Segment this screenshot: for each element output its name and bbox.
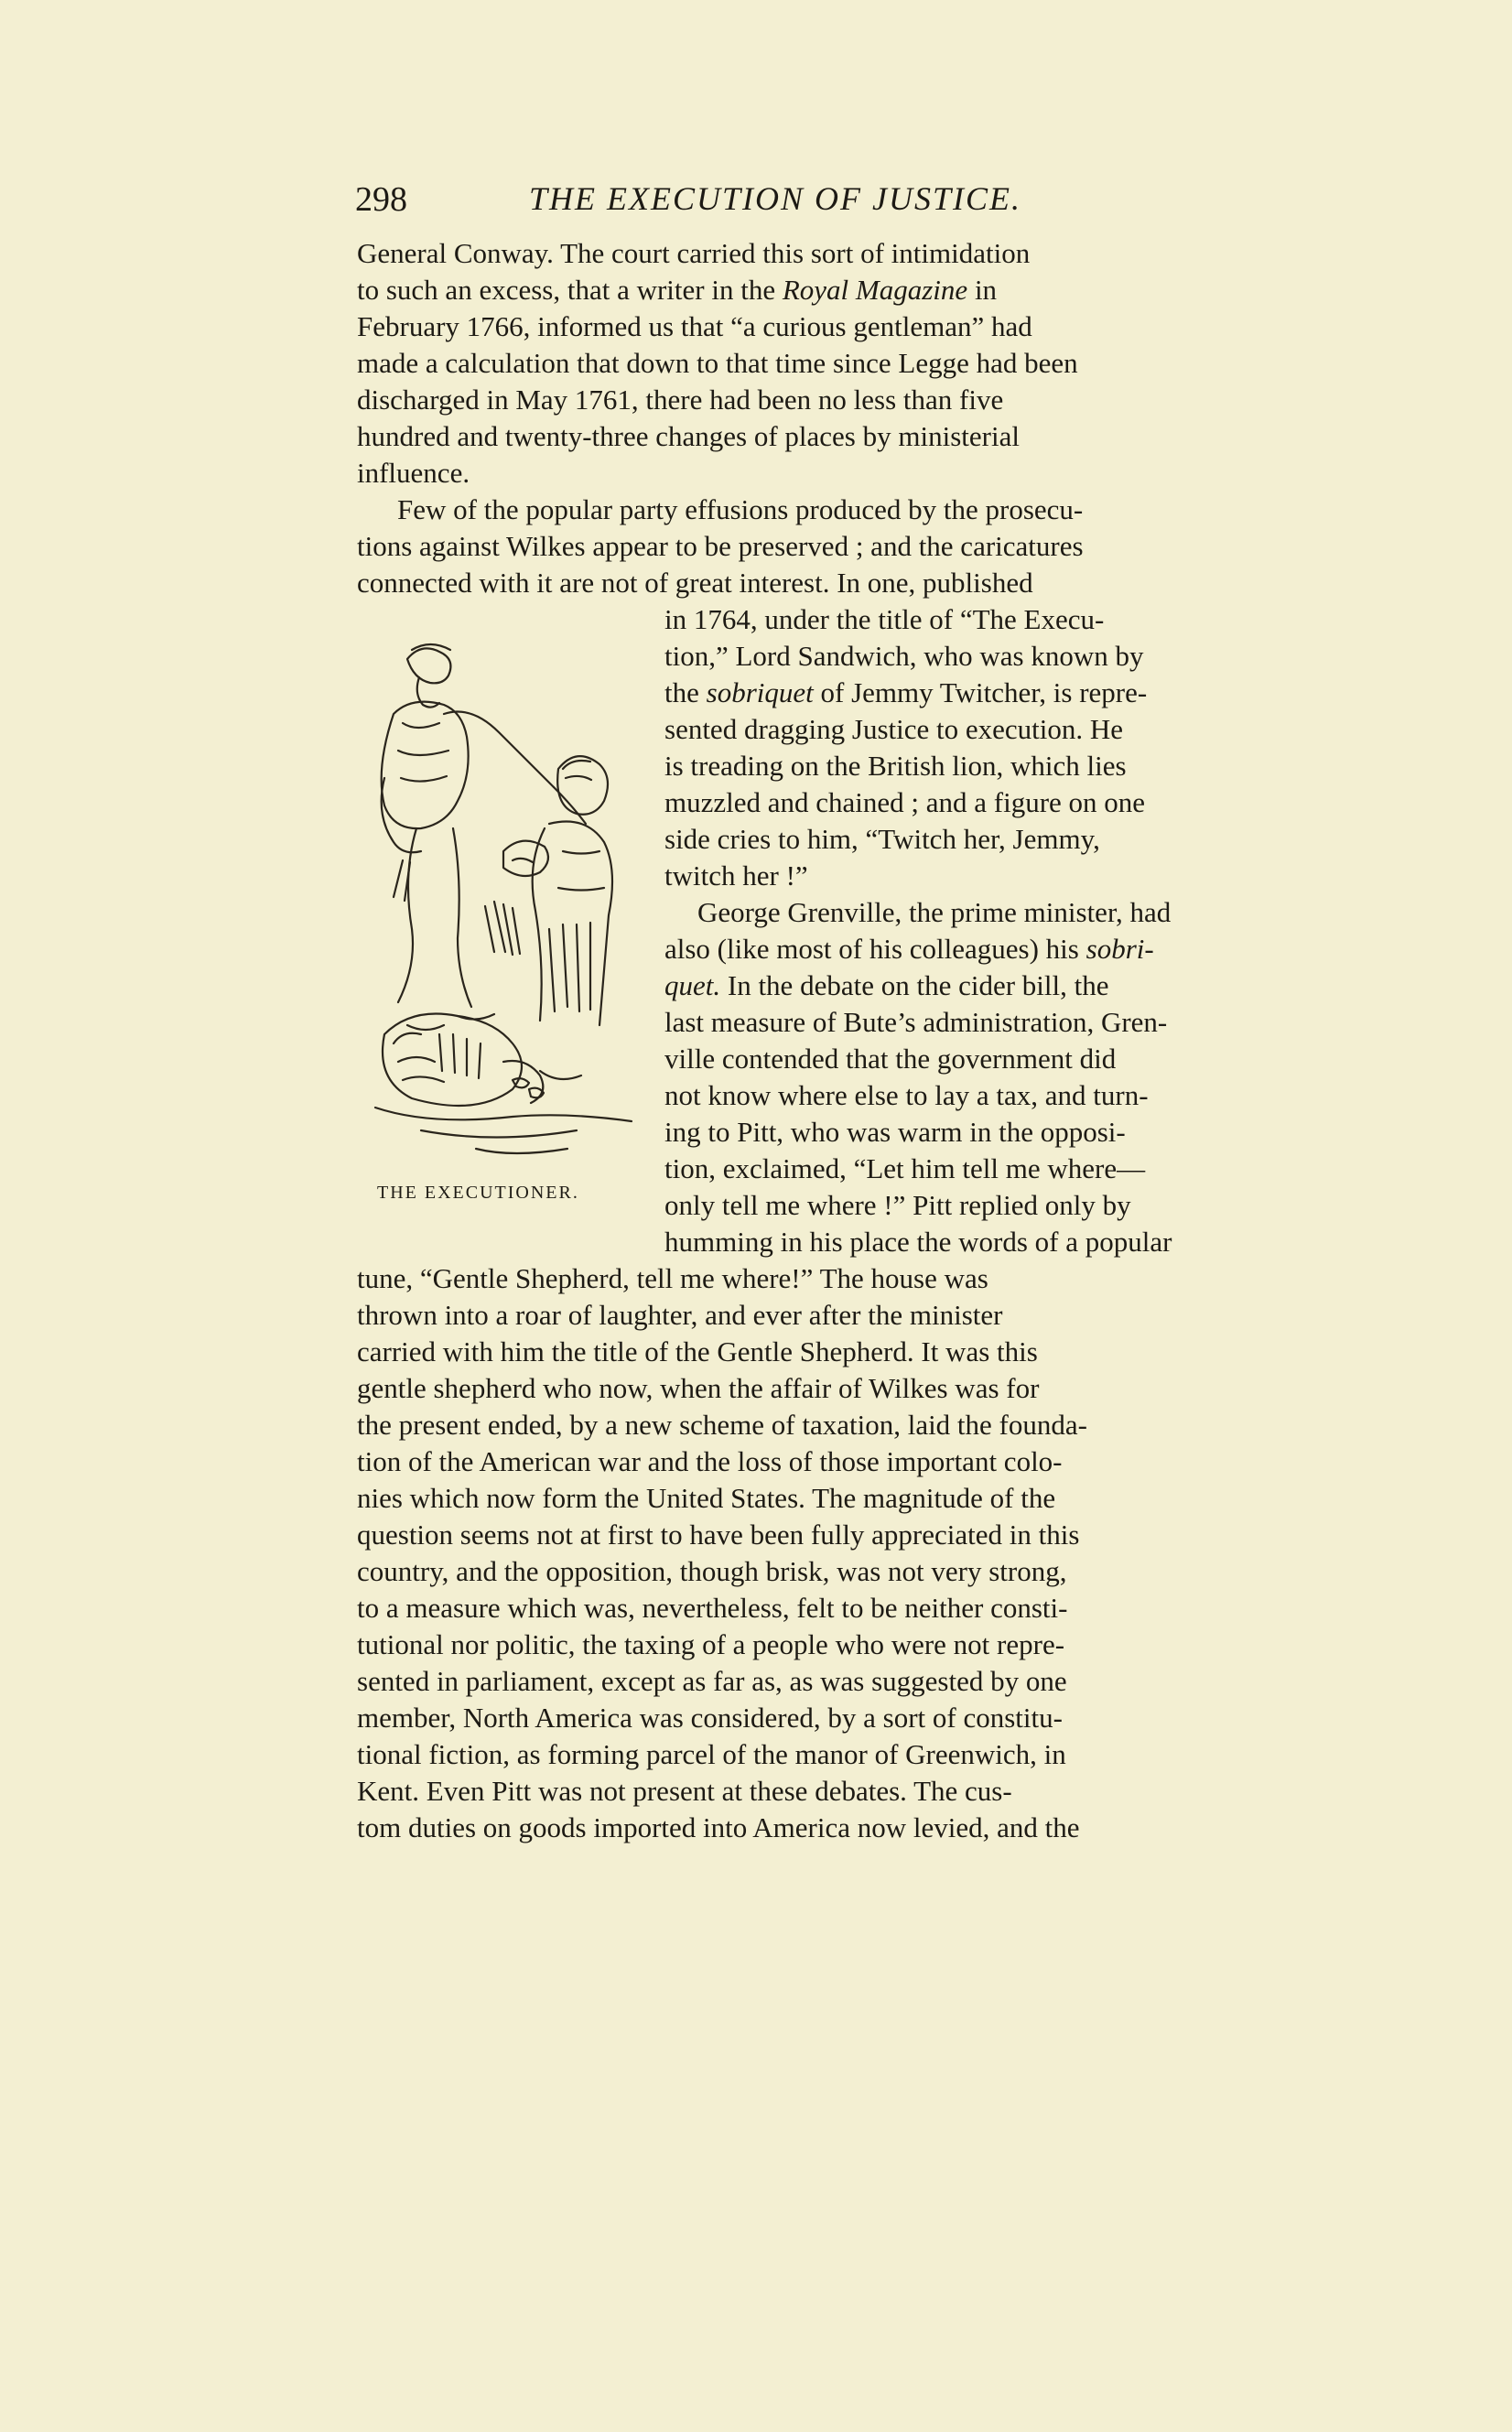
- sobriquet-word: sobriquet: [706, 676, 814, 708]
- sobri-word: sobri-: [1085, 933, 1154, 965]
- text-line: carried with him the title of the Gentle Shepherd. It was this: [357, 1335, 1038, 1367]
- text-line: is treading on the British lion, which lies: [664, 750, 1127, 782]
- text-line: in 1764, under the title of “The Execu-: [664, 603, 1105, 635]
- text-line: tion of the American war and the loss of those important colo-: [357, 1445, 1063, 1477]
- text-line: ing to Pitt, who was warm in the opposi-: [664, 1116, 1126, 1148]
- text-line: tune, “Gentle Shepherd, tell me where!” The house was: [357, 1262, 988, 1294]
- text-line: Few of the popular party effusions produced by the prosecu-: [397, 493, 1084, 525]
- text-line: ville contended that the government did: [664, 1043, 1117, 1075]
- text-line: nies which now form the United States. The magnitude of the: [357, 1482, 1056, 1514]
- text-line: General Conway. The court carried this sort of intimidation: [357, 237, 1031, 269]
- text-line: tional fiction, as forming parcel of the manor of Greenwich, in: [357, 1738, 1066, 1770]
- quet-word: quet.: [664, 969, 721, 1001]
- text-line: connected with it are not of great interest. In one, published: [357, 567, 1033, 599]
- page-number: 298: [355, 180, 407, 219]
- text-line: tom duties on goods imported into America now levied, and the: [357, 1811, 1080, 1843]
- text-line: the present ended, by a new scheme of taxation, laid the founda-: [357, 1409, 1087, 1441]
- text-line: tions against Wilkes appear to be preserved ; and the caricatures: [357, 530, 1084, 562]
- text-line: to a measure which was, nevertheless, felt to be neither consti-: [357, 1592, 1068, 1624]
- text-line: influence.: [357, 457, 470, 489]
- text-line: humming in his place the words of a popular: [664, 1226, 1172, 1258]
- text-line: made a calculation that down to that time since Legge had been: [357, 347, 1078, 379]
- text-line: only tell me where !” Pitt replied only by: [664, 1189, 1131, 1221]
- text-line: hundred and twenty-three changes of places by ministerial: [357, 420, 1020, 452]
- text-line: muzzled and chained ; and a figure on one: [664, 786, 1146, 818]
- text-line: also (like most of his colleagues) his sobri-: [664, 933, 1154, 965]
- magazine-title: Royal Magazine: [782, 274, 968, 306]
- text-line: sented dragging Justice to execution. He: [664, 713, 1124, 745]
- text-line: Kent. Even Pitt was not present at these debates. The cus-: [357, 1775, 1012, 1807]
- text-line: twitch her !”: [664, 859, 808, 892]
- text-line: to such an excess, that a writer in the Royal Magazine in: [357, 274, 998, 306]
- text-line: gentle shepherd who now, when the affair of Wilkes was for: [357, 1372, 1040, 1404]
- executioner-illustration: [366, 632, 641, 1172]
- text-line: tion,” Lord Sandwich, who was known by: [664, 640, 1144, 672]
- text-line: February 1766, informed us that “a curious gentleman” had: [357, 310, 1032, 342]
- text-line: sented in parliament, except as far as, as was suggested by one: [357, 1665, 1067, 1697]
- text-line: side cries to him, “Twitch her, Jemmy,: [664, 823, 1100, 855]
- text-line: last measure of Bute’s administration, Gren-: [664, 1006, 1168, 1038]
- page-header: [355, 179, 1307, 227]
- text-line: quet. In the debate on the cider bill, the: [664, 969, 1109, 1001]
- text-line: the sobriquet of Jemmy Twitcher, is repre-: [664, 676, 1148, 708]
- text-line: tion, exclaimed, “Let him tell me where—: [664, 1152, 1146, 1184]
- text-line: George Grenville, the prime minister, had: [697, 896, 1172, 928]
- text-line: country, and the opposition, though brisk, was not very strong,: [357, 1555, 1067, 1587]
- text-line: thrown into a roar of laughter, and ever after the minister: [357, 1299, 1003, 1331]
- figure-caption: THE EXECUTIONER.: [377, 1183, 579, 1203]
- text-line: question seems not at first to have been fully appreciated in this: [357, 1519, 1080, 1551]
- text-line: discharged in May 1761, there had been no less than five: [357, 384, 1004, 416]
- text-line: tutional nor politic, the taxing of a people who were not repre-: [357, 1628, 1065, 1660]
- text-line: member, North America was considered, by a sort of constitu-: [357, 1702, 1063, 1734]
- running-title: THE EXECUTION OF JUSTICE.: [529, 180, 1021, 217]
- text-line: not know where else to lay a tax, and turn-: [664, 1079, 1149, 1111]
